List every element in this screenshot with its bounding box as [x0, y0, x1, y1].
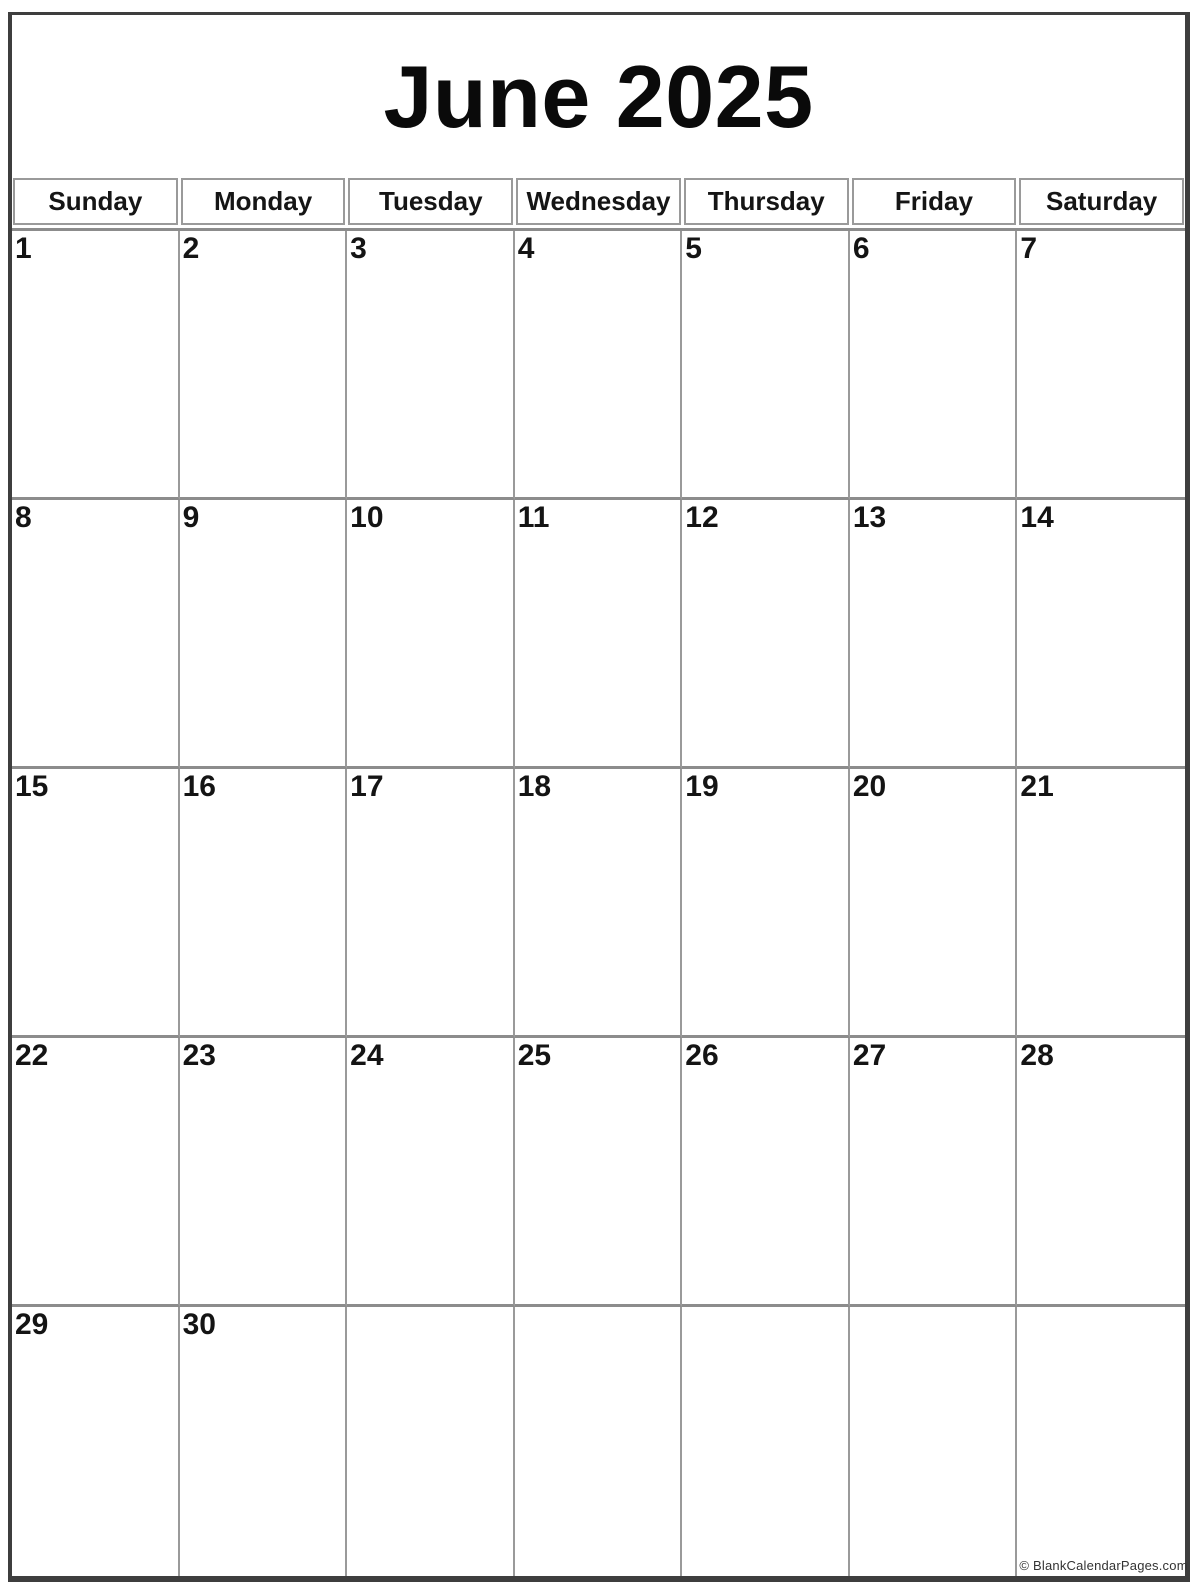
day-number: 20	[852, 770, 887, 803]
day-number: 16	[182, 770, 216, 803]
weekday-header-sunday: Sunday	[13, 178, 178, 225]
day-number: 5	[685, 232, 702, 265]
day-cell-empty	[515, 1307, 683, 1576]
day-cell-27	[850, 1038, 1018, 1307]
day-cell-empty	[682, 1307, 850, 1576]
day-number: 1	[15, 232, 32, 265]
weekday-header-tuesday: Tuesday	[348, 178, 513, 225]
day-cell-30	[180, 1307, 348, 1576]
day-cell-11	[515, 500, 683, 769]
day-number: 2	[182, 232, 200, 265]
day-cell-19	[682, 769, 850, 1038]
day-cell-24	[347, 1038, 515, 1307]
day-number: 12	[685, 501, 719, 534]
day-number: 10	[350, 501, 384, 534]
day-cell-13	[850, 500, 1018, 769]
day-number: 27	[852, 1039, 887, 1072]
day-number: 26	[685, 1039, 719, 1072]
day-cell-17	[347, 769, 515, 1038]
day-number: 30	[182, 1308, 216, 1341]
day-cell-16	[180, 769, 348, 1038]
day-cell-7	[1017, 231, 1185, 500]
day-number: 6	[852, 232, 870, 265]
day-number: 15	[15, 770, 49, 803]
day-cell-28	[1017, 1038, 1185, 1307]
day-cell-3	[347, 231, 515, 500]
day-cell-1	[12, 231, 180, 500]
day-cell-20	[850, 769, 1018, 1038]
day-number: 22	[15, 1039, 49, 1072]
day-cell-empty	[1017, 1307, 1188, 1576]
calendar-grid	[12, 228, 1188, 1576]
day-cell-10	[347, 500, 515, 769]
day-cell-empty	[850, 1307, 1018, 1576]
weekday-header-monday: Monday	[181, 178, 346, 225]
weekday-header-row	[12, 178, 1185, 225]
day-number: 19	[685, 770, 719, 803]
day-number: 8	[15, 501, 32, 534]
day-cell-25	[515, 1038, 683, 1307]
day-number: 14	[1020, 501, 1054, 534]
day-cell-29	[12, 1307, 180, 1576]
day-cell-15	[12, 769, 180, 1038]
day-cell-4	[515, 231, 683, 500]
weekday-header-saturday: Saturday	[1019, 178, 1184, 225]
calendar-frame	[8, 12, 1190, 1582]
day-number: 9	[182, 501, 200, 534]
day-cell-23	[180, 1038, 348, 1307]
day-number: 4	[517, 232, 535, 265]
day-cell-18	[515, 769, 683, 1038]
day-cell-8	[12, 500, 180, 769]
day-number: 7	[1020, 232, 1038, 265]
day-number: 28	[1020, 1039, 1054, 1072]
day-cell-6	[850, 231, 1018, 500]
calendar-title: June 2025	[383, 46, 814, 146]
weekday-header-thursday: Thursday	[684, 178, 849, 225]
day-number: 24	[350, 1039, 384, 1072]
day-number: 3	[350, 232, 367, 265]
day-number: 21	[1020, 770, 1054, 803]
day-cell-5	[682, 231, 850, 500]
day-number: 17	[350, 770, 384, 803]
watermark-text: © BlankCalendarPages.com	[1019, 1558, 1188, 1574]
day-number: 18	[517, 770, 552, 803]
weekday-header-friday: Friday	[852, 178, 1017, 225]
day-cell-26	[682, 1038, 850, 1307]
day-number: 25	[517, 1039, 552, 1072]
day-cell-22	[12, 1038, 180, 1307]
day-number: 29	[15, 1308, 49, 1341]
day-cell-21	[1017, 769, 1185, 1038]
day-number: 23	[182, 1039, 216, 1072]
day-cell-14	[1017, 500, 1185, 769]
day-cell-2	[180, 231, 348, 500]
day-cell-empty	[347, 1307, 515, 1576]
day-cell-9	[180, 500, 348, 769]
weekday-header-wednesday: Wednesday	[516, 178, 681, 225]
day-number: 11	[517, 501, 550, 534]
day-cell-12	[682, 500, 850, 769]
day-number: 13	[852, 501, 887, 534]
